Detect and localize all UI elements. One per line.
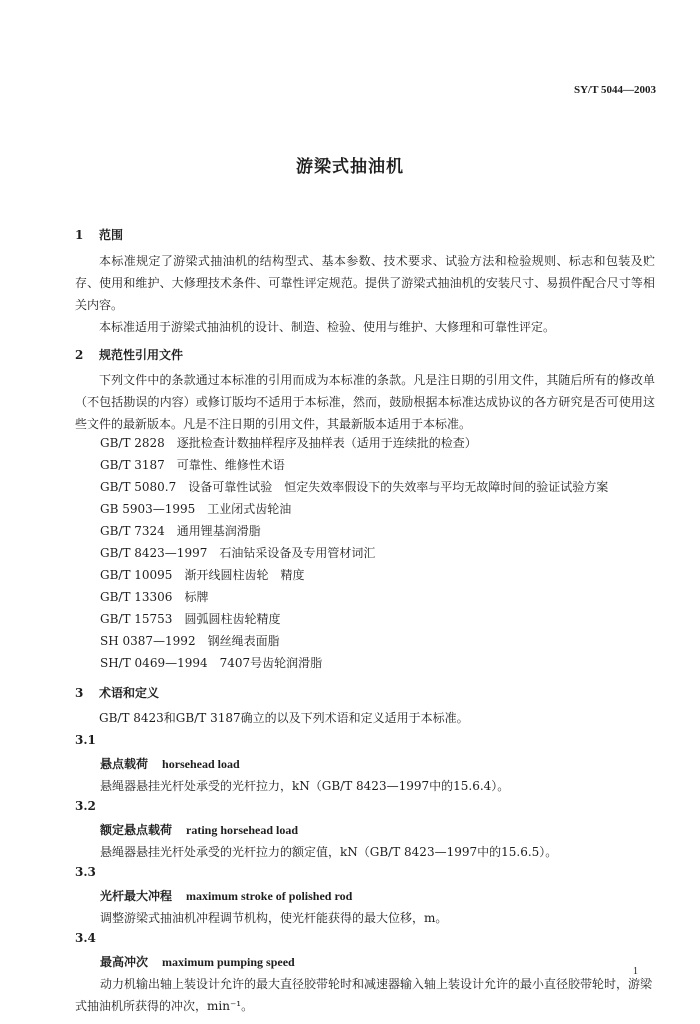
section-title: 术语和定义 xyxy=(99,686,160,700)
term-definition: 悬绳器悬挂光杆处承受的光杆拉力，kN（GB/T 8423—1997中的15.6.4）。 xyxy=(100,779,510,793)
term-english: maximum pumping speed xyxy=(162,955,295,969)
reference-item: GB/T 5080.7 设备可靠性试验 恒定失效率假设下的失效率与平均无故障时间的验证试验方案 xyxy=(100,480,609,494)
section-2-heading xyxy=(75,346,183,363)
reference-item: GB/T 2828 逐批检查计数抽样程序及抽样表（适用于连续批的检查） xyxy=(100,436,477,450)
term-definition: 动力机输出轴上装设计允许的最大直径胶带轮时和减速器输入轴上装设计允许的最小直径胶带轮时，游梁式抽油机所获得的冲次，min⁻¹。 xyxy=(75,977,653,1013)
term-number: 3.3 xyxy=(75,865,96,879)
reference-item: GB/T 15753 圆弧圆柱齿轮精度 xyxy=(100,612,281,626)
term-english: rating horsehead load xyxy=(186,823,299,837)
reference-item: SH/T 0469—1994 7407号齿轮润滑脂 xyxy=(100,656,323,670)
reference-item: GB/T 13306 标牌 xyxy=(100,590,209,604)
terms-intro-paragraph: GB/T 8423和GB/T 3187确立的以及下列术语和定义适用于本标准。 xyxy=(99,711,469,725)
reference-item: SH 0387—1992 钢丝绳表面脂 xyxy=(100,634,280,648)
section-title: 规范性引用文件 xyxy=(99,348,184,362)
section-number: 1 xyxy=(75,228,84,242)
term-title xyxy=(100,953,295,970)
term-title xyxy=(100,887,352,904)
term-definition: 悬绳器悬挂光杆处承受的光杆拉力的额定值，kN（GB/T 8423—1997中的15.6.5）。 xyxy=(100,845,558,859)
reference-item: GB/T 8423—1997 石油钻采设备及专用管材词汇 xyxy=(100,546,376,560)
term-chinese: 悬点载荷 xyxy=(100,757,149,771)
document-title: 游梁式抽油机 xyxy=(296,157,404,177)
term-title xyxy=(100,755,240,772)
reference-item: GB 5903—1995 工业闭式齿轮油 xyxy=(100,502,292,516)
term-chinese: 光杆最大冲程 xyxy=(100,889,173,903)
term-number: 3.2 xyxy=(75,799,96,813)
section-title: 范围 xyxy=(99,228,124,242)
section-1-heading xyxy=(75,226,123,243)
term-chinese: 额定悬点载荷 xyxy=(100,823,173,837)
scope-paragraph-2: 本标准适用于游梁式抽油机的设计、制造、检验、使用与维护、大修理和可靠性评定。 xyxy=(99,320,556,334)
term-title xyxy=(100,821,298,838)
section-number: 2 xyxy=(75,348,84,362)
document-number: SY/T 5044—2003 xyxy=(573,84,656,96)
term-english: maximum stroke of polished rod xyxy=(186,889,353,903)
section-3-heading xyxy=(75,684,159,701)
section-number: 3 xyxy=(75,686,84,700)
term-chinese: 最高冲次 xyxy=(100,955,149,969)
reference-item: GB/T 10095 渐开线圆柱齿轮 精度 xyxy=(100,568,305,582)
references-intro-paragraph: 下列文件中的条款通过本标准的引用而成为本标准的条款。凡是注日期的引用文件，其随后所有的修改单（不包括勘误的内容）或修订版均不适用于本标准，然而，鼓励根据本标准达成协议的各方研究是否可使用这些文件的最新版本。凡是不注日期的引用文件，其最新版本适用于本标准。 xyxy=(75,373,655,431)
term-definition: 调整游梁式抽油机冲程调节机构，使光杆能获得的最大位移，m。 xyxy=(100,911,448,925)
term-english: horsehead load xyxy=(162,757,240,771)
term-number: 3.4 xyxy=(75,931,96,945)
term-number: 3.1 xyxy=(75,733,96,747)
reference-item: GB/T 7324 通用锂基润滑脂 xyxy=(100,524,261,538)
reference-item: GB/T 3187 可靠性、维修性术语 xyxy=(100,458,285,472)
page-number: 1 xyxy=(633,966,638,977)
scope-paragraph-1: 本标准规定了游梁式抽油机的结构型式、基本参数、技术要求、试验方法和检验规则、标志和包装及贮存、使用和维护、大修理技术条件、可靠性评定规范。提供了游梁式抽油机的安装尺寸、易损件配合尺寸等相关内容。 xyxy=(75,254,655,312)
